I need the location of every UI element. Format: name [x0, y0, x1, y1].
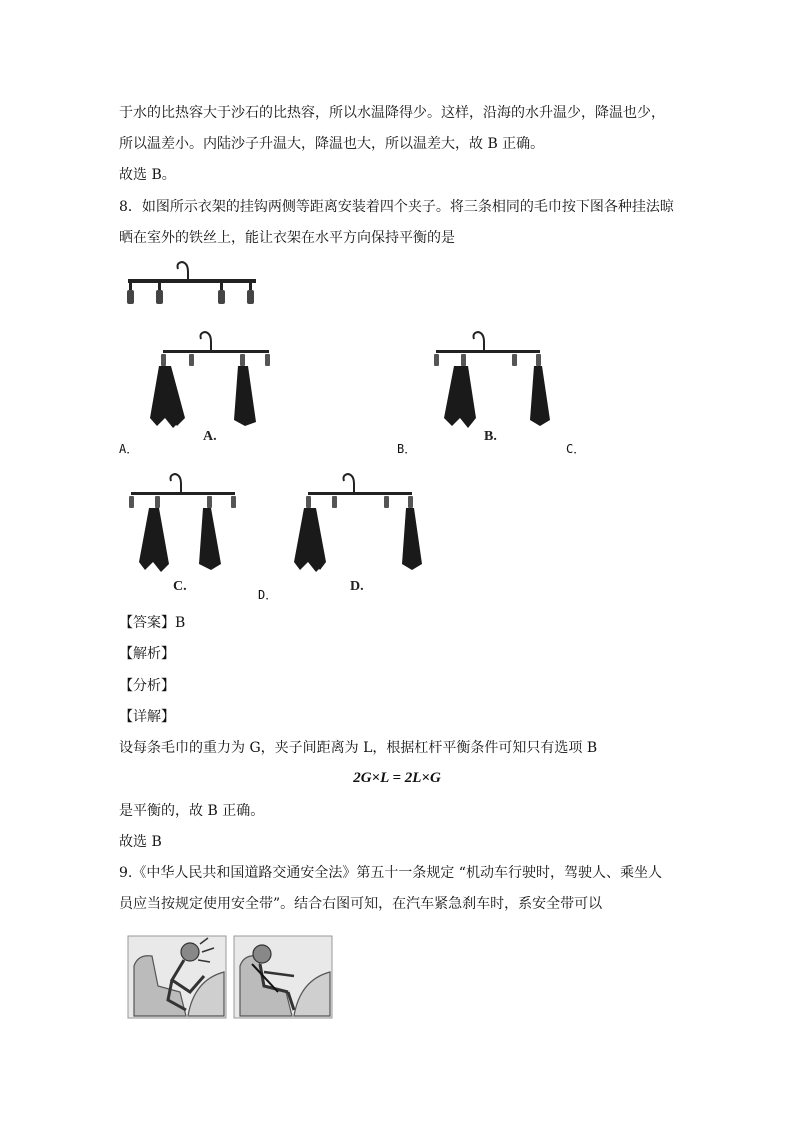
detail-text: 设每条毛巾的重力为 G，夹子间距离为 L，根据杠杆平衡条件可知只有选项 B — [119, 740, 598, 756]
hanger-figure — [124, 256, 264, 311]
clip-3 — [218, 290, 225, 304]
option-a-figure — [145, 322, 280, 447]
option-a-label: A． — [119, 442, 139, 456]
question-9-stem-line-2: 员应当按规定使用安全带”。结合右图可知，在汽车紧急刹车时，系安全带可以 — [119, 896, 603, 912]
paragraph-conclusion: 故选 B。 — [119, 167, 176, 183]
q8-conclusion: 故选 B — [119, 834, 162, 850]
hanger-bar — [128, 279, 256, 283]
hanger-hook-icon — [178, 262, 189, 280]
paragraph-line-1: 于水的比热容大于沙石的比热容，所以水温降得少。这样，沿海的水升温少，降温也少， — [119, 105, 665, 121]
seatbelt-illustration — [128, 936, 333, 1020]
option-d-figure — [292, 466, 427, 594]
option-b-label: B． — [397, 442, 417, 456]
paragraph-line-2: 所以温差小。内陆沙子升温大，降温也大，所以温差大，故 B 正确。 — [119, 136, 545, 152]
crash-with-seatbelt-image — [234, 936, 332, 1018]
towel-icon — [402, 508, 422, 570]
towel-icon — [444, 366, 476, 428]
analysis-heading: 【解析】 — [119, 646, 175, 662]
option-d-figure-label: D. — [350, 579, 364, 594]
question-8-stem-line-2: 晒在室外的铁丝上，能让衣架在水平方向保持平衡的是 — [119, 230, 455, 246]
clip-4 — [247, 290, 254, 304]
towel-icon — [234, 366, 256, 426]
balanced-text: 是平衡的，故 B 正确。 — [119, 803, 265, 819]
option-d-label: D． — [258, 588, 278, 602]
option-b-figure-label: B. — [484, 429, 497, 444]
crash-without-seatbelt-image — [128, 936, 226, 1018]
option-b-figure — [424, 322, 554, 447]
option-c-figure-label: C. — [173, 579, 187, 594]
question-8-stem-line-1: 8．如图所示衣架的挂钩两侧等距离安装着四个夹子。将三条相同的毛巾按下图各种挂法晾 — [119, 199, 674, 215]
clip-2 — [156, 290, 163, 304]
towel-icon — [139, 508, 169, 572]
option-c-label: C． — [566, 442, 586, 456]
clip-1 — [127, 290, 134, 304]
option-a-figure-label: A. — [203, 429, 217, 444]
detail-heading: 【详解】 — [119, 709, 175, 725]
towel-icon — [530, 366, 550, 426]
balance-formula: 2G×L = 2L×G — [353, 770, 441, 786]
option-c-figure — [121, 466, 246, 594]
towel-icon — [199, 508, 221, 570]
question-9-stem-line-1: 9.《中华人民共和国道路交通安全法》第五十一条规定 “机动车行驶时，驾驶人、乘坐人 — [119, 865, 662, 881]
answer-line: 【答案】B — [119, 615, 186, 631]
analysis-sub-heading: 【分析】 — [119, 678, 175, 694]
